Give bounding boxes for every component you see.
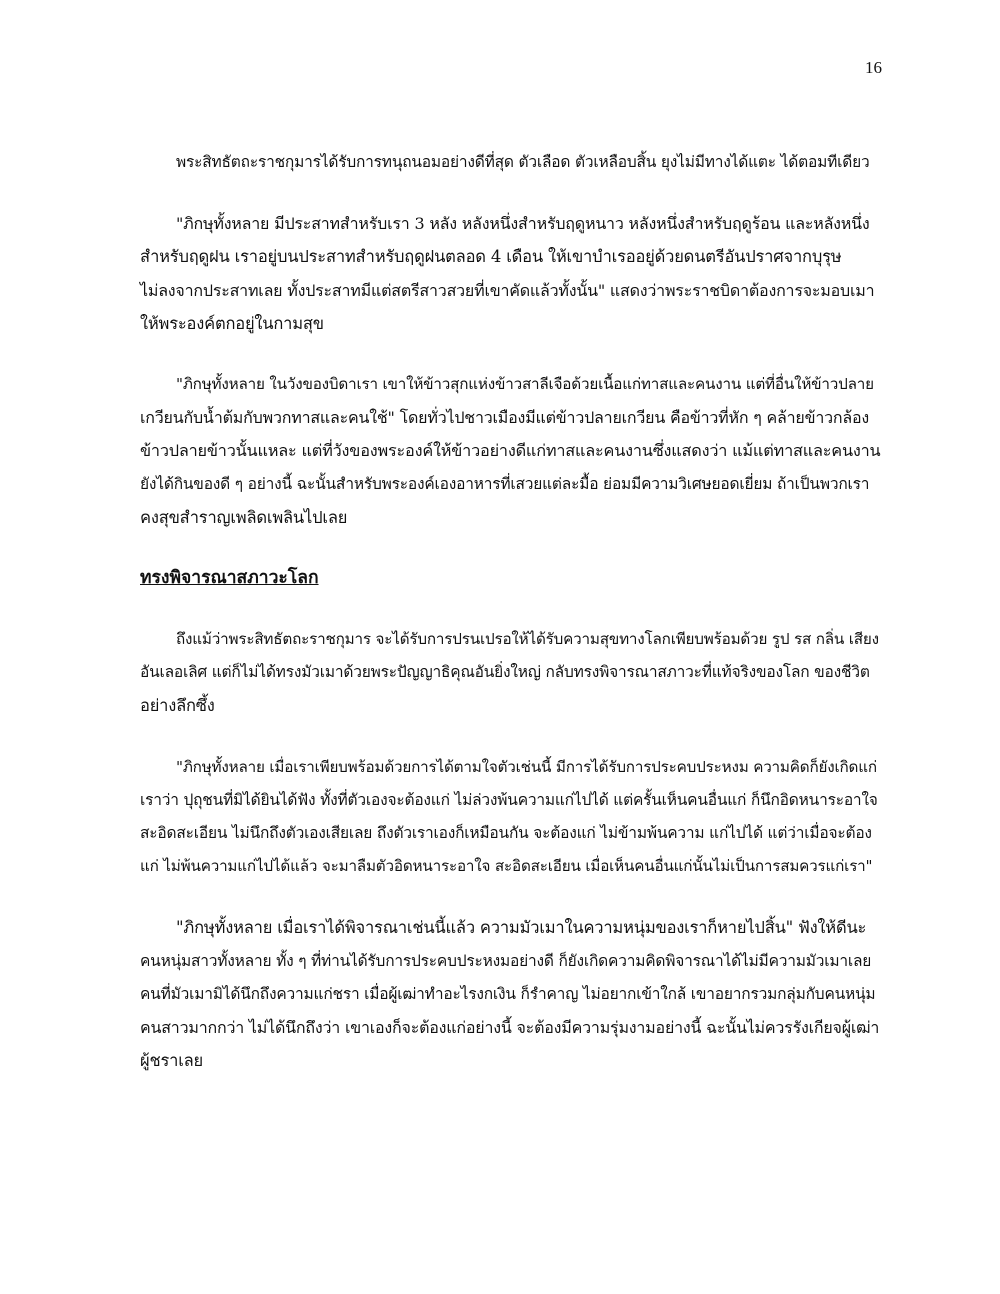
text-line: เราว่า ปุถุชนที่มิได้ยินได้ฟัง ทั้งที่ตัวเองจะต้องแก่ ไม่ล่วงพ้นความแก่ไปได้ แต่ครั้นเห็นคนอื่นแก่ ก็นึกอิดหนาระอาใจ bbox=[140, 790, 878, 809]
text-line: สะอิดสะเอียน ไม่นึกถึงตัวเองเสียเลย ถึงตัวเราเองก็เหมือนกัน จะต้องแก่ ไม่ข้ามพ้นความ แก่ไปได้ แต่ว่าเมื่อจะต้อง bbox=[140, 824, 872, 843]
section-heading: ทรงพิจารณาสภาวะโลก bbox=[140, 568, 319, 589]
paragraph bbox=[140, 751, 880, 884]
paragraph bbox=[140, 146, 880, 179]
paragraph bbox=[140, 368, 880, 534]
text-line: คนหนุ่มสาวทั้งหลาย ทั้ง ๆ ที่ท่านได้รับการประคบประหงมอย่างดี ก็ยังเกิดความคิดพิจารณาได้ไม่มีความมัวเมาเลย bbox=[140, 951, 872, 970]
text-line: ถึงแม้ว่าพระสิทธัตถะราชกุมาร จะได้รับการปรนเปรอให้ได้รับความสุขทางโลกเพียบพร้อมด้วย รูป รส กลิ่น เสียง bbox=[176, 630, 879, 649]
text-line: พระสิทธัตถะราชกุมารได้รับการทนุถนอมอย่างดีที่สุด ตัวเลือด ตัวเหลือบสิ้น ยุงไม่มีทางได้แตะ ได้ตอมทีเดียว bbox=[176, 153, 870, 171]
text-line: สำหรับฤดูฝน เราอยู่บนประสาทสำหรับฤดูฝนตลอด 4 เดือน ให้เขาบำเรออยู่ด้วยดนตรีอันปราศจากบุรุษ bbox=[140, 247, 842, 267]
text-line: อันเลอเลิศ แต่ก็ไม่ได้ทรงมัวเมาด้วยพระปัญญาธิคุณอันยิ่งใหญ่ กลับทรงพิจารณาสภาวะที่แท้จริงของโลก ของชีวิต bbox=[140, 663, 870, 682]
paragraph bbox=[140, 911, 880, 1077]
document-body bbox=[140, 146, 880, 1105]
page-number: 16 bbox=[865, 58, 882, 77]
text-line: ไม่ลงจากประสาทเลย ทั้งประสาทมีแต่สตรีสาวสวยที่เขาคัดแล้วทั้งนั้น" แสดงว่าพระราชบิดาต้องการจะมอบเมา bbox=[140, 280, 875, 300]
text-line: อย่างลึกซึ้ง bbox=[140, 696, 215, 716]
text-line: ข้าวปลายข้าวนั้นแหละ แต่ที่วังของพระองค์ให้ข้าวอย่างดีแก่ทาสและคนงานซึ่งแสดงว่า แม้แต่ทาสและคนงาน bbox=[140, 441, 881, 461]
text-line: "ภิกษุทั้งหลาย มีประสาทสำหรับเรา 3 หลัง หลังหนึ่งสำหรับฤดูหนาว หลังหนึ่งสำหรับฤดูร้อน และหลังหนึ่ง bbox=[176, 214, 870, 234]
paragraph bbox=[140, 207, 880, 340]
text-line: คนที่มัวเมามิได้นึกถึงความแก่ชรา เมื่อผู้เฒ่าทำอะไรงกเงิน ก็รำคาญ ไม่อยากเข้าใกล้ เขาอยากรวมกลุ่มกับคนหนุ่ม bbox=[140, 984, 876, 1003]
text-line: ให้พระองค์ตกอยู่ในกามสุข bbox=[140, 313, 324, 333]
text-line: "ภิกษุทั้งหลาย ในวังของบิดาเรา เขาให้ข้าวสุกแห่งข้าวสาลีเจือด้วยเนื้อแก่ทาสและคนงาน แต่ที่อื่นให้ข้าวปลาย bbox=[176, 375, 874, 394]
text-line: ผู้ชราเลย bbox=[140, 1051, 204, 1071]
text-line: แก่ ไม่พ้นความแก่ไปได้แล้ว จะมาลืมตัวอิดหนาระอาใจ สะอิดสะเอียน เมื่อเห็นคนอื่นแก่นั้นไม่เป็นการสมควรแก่เรา" bbox=[140, 857, 873, 876]
paragraph bbox=[140, 623, 880, 723]
text-line: คงสุขสำราญเพลิดเพลินไปเลย bbox=[140, 507, 348, 527]
text-line: คนสาวมากกว่า ไม่ได้นึกถึงว่า เขาเองก็จะต้องแก่อย่างนี้ จะต้องมีความรุ่มงามอย่างนี้ ฉะนั้นไม่ควรรังเกียจผู้เฒ่า bbox=[140, 1018, 880, 1038]
text-line: "ภิกษุทั้งหลาย เมื่อเราได้พิจารณาเช่นนี้แล้ว ความมัวเมาในความหนุ่มของเราก็หายไปสิ้น" ฟังให้ดีนะ bbox=[176, 918, 867, 938]
text-line: เกวียนกับน้ำต้มกับพวกทาสและคนใช้" โดยทั่วไปชาวเมืองมีแต่ข้าวปลายเกวียน คือข้าวที่หัก ๆ คล้ายข้าวกล้อง bbox=[140, 408, 870, 428]
text-line: ยังได้กินของดี ๆ อย่างนี้ ฉะนั้นสำหรับพระองค์เองอาหารที่เสวยแต่ละมื้อ ย่อมมีความวิเศษยอดเยี่ยม ถ้าเป็นพวกเรา bbox=[140, 474, 870, 493]
text-line: "ภิกษุทั้งหลาย เมื่อเราเพียบพร้อมด้วยการได้ตามใจตัวเช่นนี้ มีการได้รับการประคบประหงม ความคิดก็ยังเกิดแก่ bbox=[176, 757, 877, 776]
